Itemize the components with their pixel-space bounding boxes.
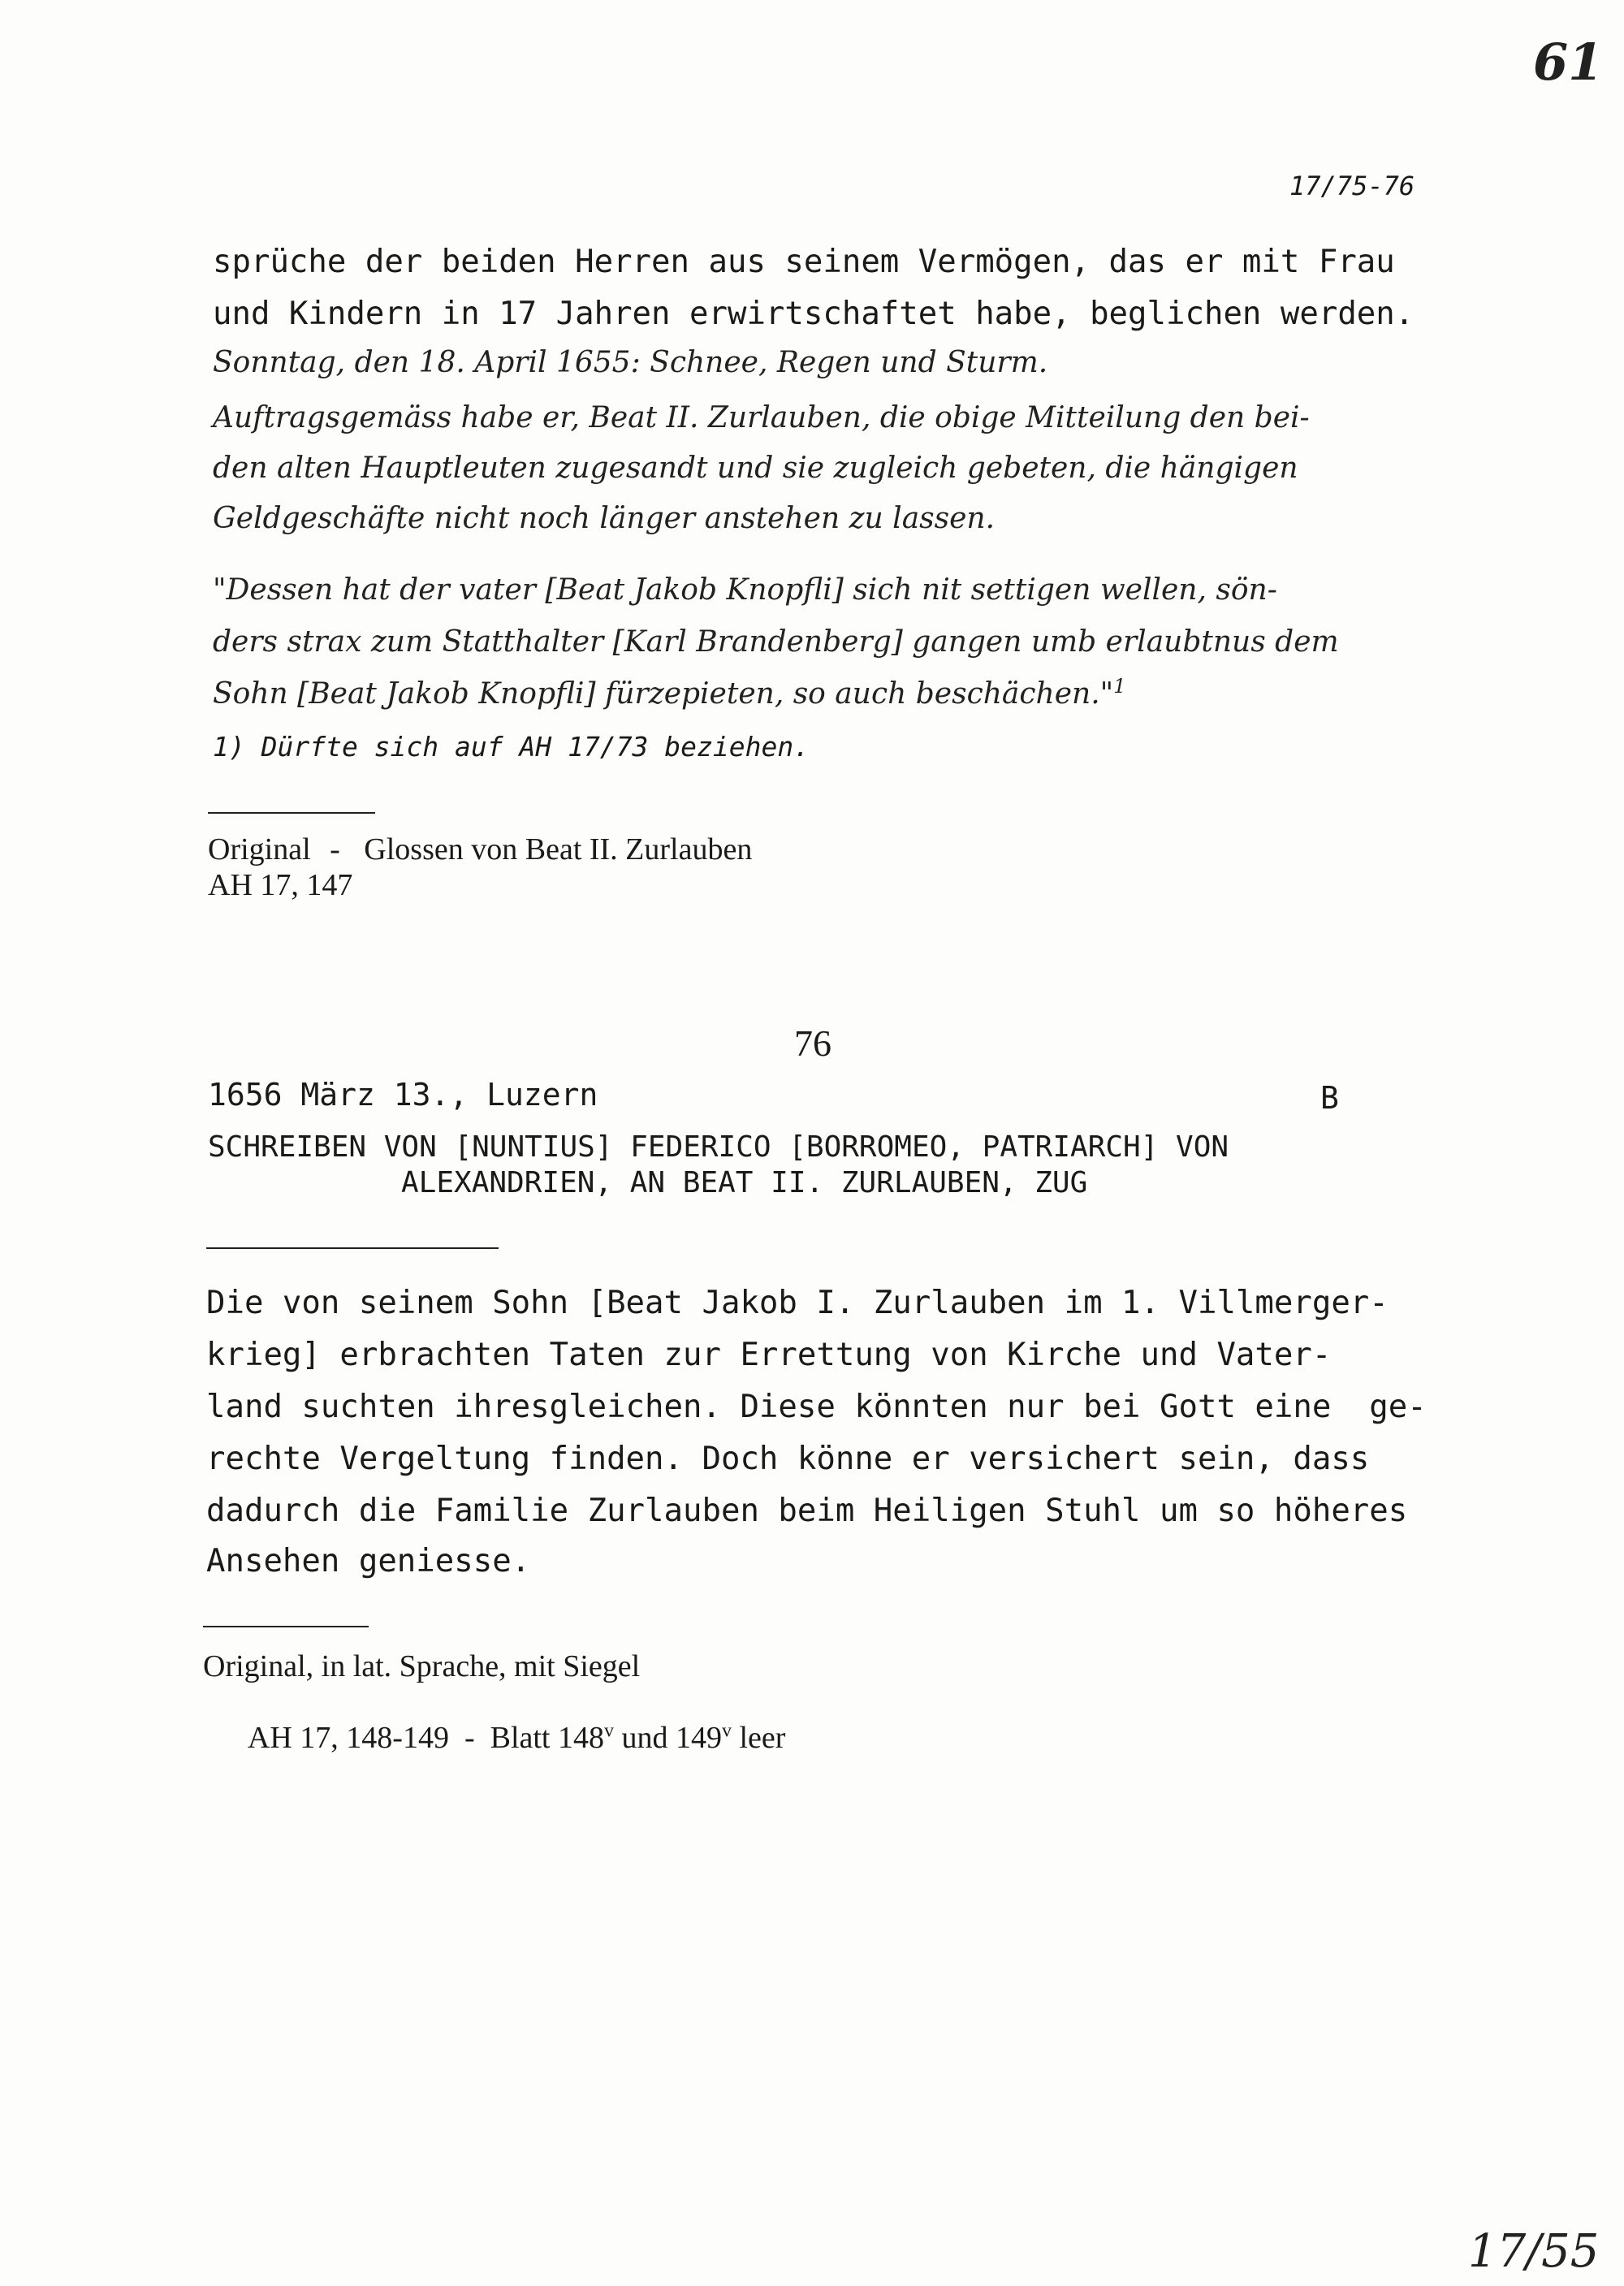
body-line: Ansehen geniesse. (206, 1543, 531, 1579)
section-divider (206, 1247, 499, 1249)
handwritten-archive-number: 17/55 (1468, 2225, 1600, 2278)
section-divider (208, 812, 375, 814)
section-divider (203, 1626, 369, 1627)
source-line (208, 832, 752, 867)
body-line: sprüche der beiden Herren aus seinem Vermögen, das er mit Frau (213, 244, 1395, 280)
footnote: 1) Dürfte sich auf AH 17/73 beziehen. (213, 731, 810, 763)
document-reference: 17/75-76 (1289, 171, 1415, 201)
body-line: und Kindern in 17 Jahren erwirtschaftet habe, beglichen werden. (213, 296, 1415, 332)
entry-heading-line: ALEXANDRIEN, AN BEAT II. ZURLAUBEN, ZUG (401, 1166, 1088, 1199)
body-line: krieg] erbrachten Taten zur Errettung von Kirche und Vater- (206, 1337, 1332, 1373)
italic-line: "Dessen hat der vater [Beat Jakob Knopfli] sich nit settigen wellen, sön- (213, 573, 1277, 607)
superscript-v: v (721, 1720, 732, 1742)
source-line: Original, in lat. Sprache, mit Siegel (203, 1649, 641, 1683)
body-line: Die von seinem Sohn [Beat Jakob I. Zurlauben im 1. Villmerger- (206, 1285, 1389, 1321)
archive-ref-suffix: leer (731, 1721, 786, 1755)
entry-number: 76 (794, 1022, 831, 1064)
source-label: Original (208, 832, 311, 866)
archive-reference (203, 1684, 785, 1791)
body-line: dadurch die Familie Zurlauben beim Heiligen Stuhl um so höheres (206, 1493, 1408, 1529)
source-dash: - (330, 832, 340, 866)
handwritten-page-number: 61 (1533, 32, 1604, 92)
italic-line: Auftragsgemäss habe er, Beat II. Zurlauben, die obige Mitteilung den bei- (213, 401, 1310, 434)
italic-line: Sonntag, den 18. April 1655: Schnee, Regen und Sturm. (213, 346, 1048, 379)
italic-line-with-footnote (213, 677, 1126, 711)
entry-heading-line: SCHREIBEN VON [NUNTIUS] FEDERICO [BORROMEO, PATRIARCH] VON (208, 1130, 1229, 1164)
entry-category: B (1320, 1080, 1339, 1116)
archive-ref-prefix: AH 17, 148-149 - Blatt 148 (247, 1721, 604, 1755)
archive-ref-mid: und 149 (613, 1721, 722, 1755)
superscript-v: v (603, 1720, 614, 1742)
archive-reference: AH 17, 147 (208, 868, 353, 902)
italic-line: ders strax zum Statthalter [Karl Brandenberg] gangen umb erlaubtnus dem (213, 625, 1339, 659)
source-note: Glossen von Beat II. Zurlauben (364, 832, 753, 866)
body-line: rechte Vergeltung finden. Doch könne er versichert sein, dass (206, 1441, 1370, 1477)
italic-line: den alten Hauptleuten zugesandt und sie zugleich gebeten, die hängigen (213, 452, 1298, 485)
footnote-marker: 1 (1113, 675, 1126, 698)
entry-date-place: 1656 März 13., Luzern (208, 1077, 598, 1113)
italic-line: Geldgeschäfte nicht noch länger anstehen zu lassen. (213, 502, 996, 535)
body-line: land suchten ihresgleichen. Diese könnten nur bei Gott eine ge- (206, 1389, 1427, 1425)
italic-line-text: Sohn [Beat Jakob Knopfli] fürzepieten, so auch beschächen." (213, 677, 1114, 711)
